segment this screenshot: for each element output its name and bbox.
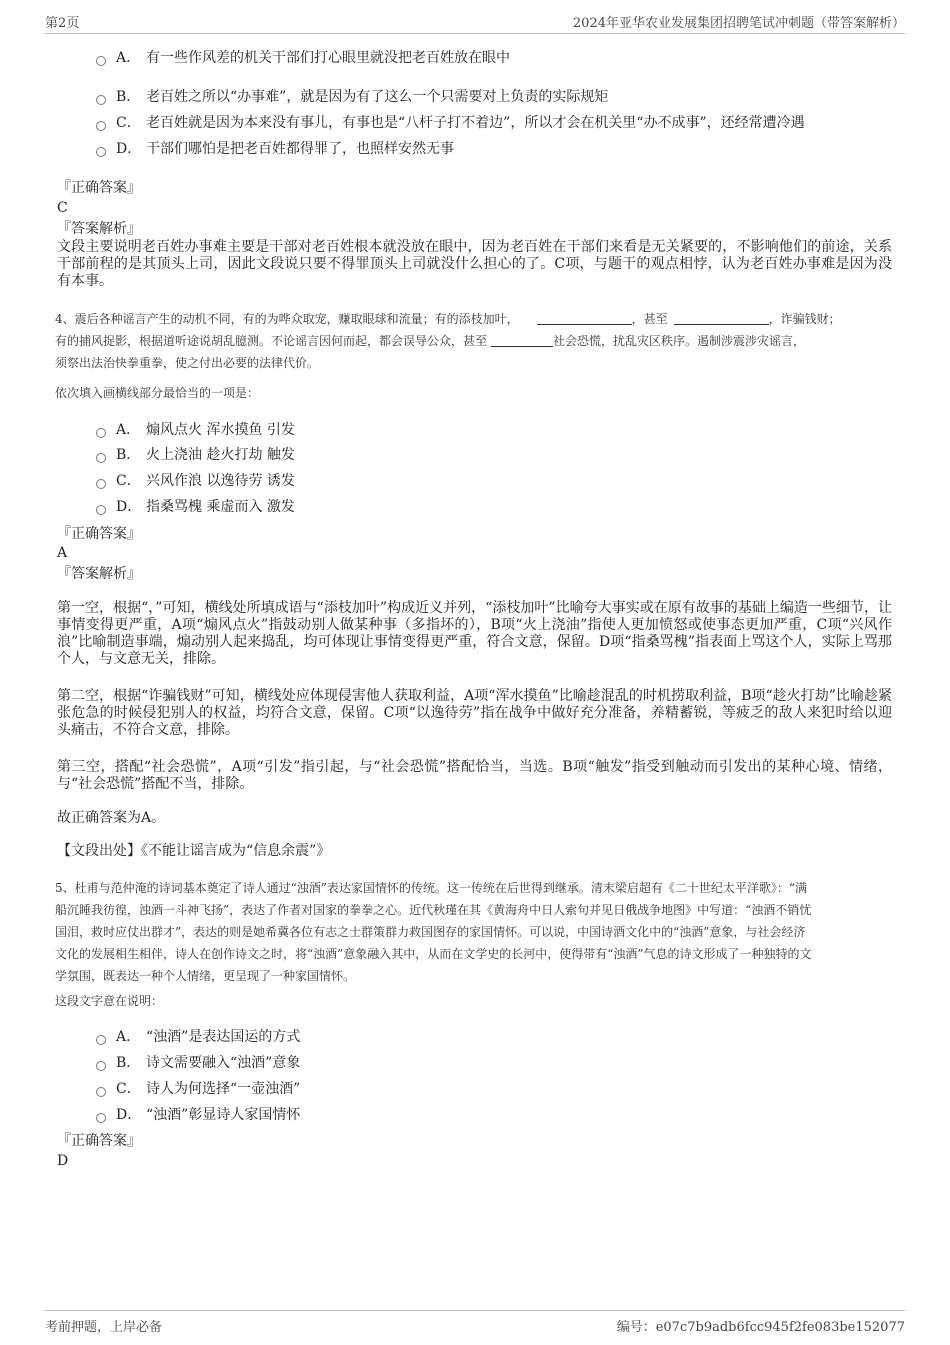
q3-answer-heading: 『正确答案』 bbox=[57, 180, 141, 196]
blank-3 bbox=[491, 334, 553, 347]
radio-icon[interactable] bbox=[96, 453, 106, 463]
q5-stem: 5、杜甫与范仲淹的诗词基本奠定了诗人通过“浊酒”表达家国情怀的传统。这一传统在后世得到继承。清末梁启超有《二十世纪太平洋歌》：“满 船沉睡我彷徨，浊酒一斗神飞扬”，表达了作者对国家的拳拳之心。近代秋瑾在其《黄海舟中日人索句并见日俄战争地图》中写道：“浊酒不销忧 国泪，救时应仗出群才”，表达的则是她希冀各位有志之士群策群力救国图存的家国情怀。可以说，中国诗酒文化中的“浊酒”意象，与社会经济 文化的发展相生相伴，诗人在创作诗文之时，将“浊酒”意象融入其中，从而在文学史的长河中，使得带有“浊酒”气息的诗文形成了一种独特的文 学氛围，既表达一种个人情绪，更呈现了一种家国情怀。 bbox=[55, 881, 812, 983]
blank-2 bbox=[674, 312, 769, 325]
q4-conclusion: 故正确答案为A。 bbox=[57, 810, 166, 826]
radio-icon[interactable] bbox=[96, 147, 106, 157]
radio-icon[interactable] bbox=[96, 428, 106, 438]
q5-answer: D bbox=[57, 1153, 69, 1169]
q5-option-d[interactable]: D． “浊酒”彰显诗人家国情怀 bbox=[96, 1106, 300, 1124]
footer-slogan: 考前押题，上岸必备 bbox=[45, 1320, 163, 1335]
radio-icon[interactable] bbox=[96, 479, 106, 489]
document-id: 编号：e07c7b9adb6fcc945f2fe083be152077 bbox=[616, 1320, 905, 1335]
footer-divider bbox=[45, 1310, 905, 1311]
page-footer bbox=[45, 1316, 905, 1336]
header-divider bbox=[45, 33, 905, 34]
radio-icon[interactable] bbox=[96, 121, 106, 131]
q4-option-b[interactable]: B． 火上浇油 趁火打劫 触发 bbox=[96, 446, 295, 464]
document-title: 2024年亚华农业发展集团招聘笔试冲刺题（带答案解析） bbox=[572, 16, 905, 31]
radio-icon[interactable] bbox=[96, 56, 106, 66]
q5-option-b[interactable]: B． 诗文需要融入“浊酒”意象 bbox=[96, 1054, 300, 1072]
q4-answer: A bbox=[57, 545, 68, 561]
q5-option-c[interactable]: C． 诗人为何选择“一壶浊酒” bbox=[96, 1080, 300, 1098]
page-number: 第2页 bbox=[45, 16, 80, 31]
page-header bbox=[45, 12, 905, 32]
radio-icon[interactable] bbox=[96, 1061, 106, 1071]
q5-prompt: 这段文字意在说明： bbox=[55, 994, 164, 1008]
q4-analysis-2: 第二空，根据“诈骗钱财”可知，横线处应体现侵害他人获取利益，A项“浑水摸鱼”比喻趁混乱的时机捞取利益，B项“趁火打劫”比喻趁紧张危急的时候侵犯别人的权益，均符合文意，保留。C项“以逸待劳”指在战争中做好充分准备，养精蓄锐，等疲乏的敌人来犯时给以迎头痛击，不符合文意，排除。 bbox=[57, 688, 892, 738]
q4-analysis-3: 第三空，搭配“社会恐慌”，A项“引发”指引起，与“社会恐慌”搭配恰当，当选。B项“触发”指受到触动而引发出的某种心境、情绪，与“社会恐慌”搭配不当，排除。 bbox=[57, 759, 892, 792]
q4-option-a[interactable]: A． 煽风点火 浑水摸鱼 引发 bbox=[96, 421, 295, 439]
q4-prompt: 依次填入画横线部分最恰当的一项是： bbox=[55, 386, 260, 400]
blank-1 bbox=[537, 312, 632, 325]
q4-answer-heading: 『正确答案』 bbox=[57, 526, 141, 542]
q4-analysis-heading: 『答案解析』 bbox=[57, 566, 141, 582]
q3-option-a[interactable]: A． 有一些作风差的机关干部们打心眼里就没把老百姓放在眼中 bbox=[96, 49, 510, 67]
q3-analysis: 文段主要说明老百姓办事难主要是干部对老百姓根本就没放在眼中，因为老百姓在干部们来看是无关紧要的，不影响他们的前途，关系干部前程的是其顶头上司，因此文段说只要不得罪顶头上司就没什么担心的了。C项，与题干的观点相悖，认为老百姓办事难是因为没有本事。 bbox=[57, 239, 892, 289]
q5-option-a[interactable]: A． “浊酒”是表达国运的方式 bbox=[96, 1028, 300, 1046]
q4-source: 【文段出处】《不能让谣言成为“信息余震”》 bbox=[57, 843, 331, 859]
q3-option-d[interactable]: D． 干部们哪怕是把老百姓都得罪了，也照样安然无事 bbox=[96, 140, 454, 158]
q3-option-c[interactable]: C． 老百姓就是因为本来没有事儿，有事也是“八杆子打不着边”，所以才会在机关里“办不成事”，还经常遭冷遇 bbox=[96, 114, 805, 132]
q4-option-d[interactable]: D． 指桑骂槐 乘虚而入 激发 bbox=[96, 498, 295, 516]
q3-analysis-heading: 『答案解析』 bbox=[57, 221, 141, 237]
q4-stem: 4、震后各种谣言产生的动机不同，有的为哗众取宠，赚取眼球和流量；有的添枝加叶， ，甚至 ，诈骗钱财； 有的捕风捉影，根据道听途说胡乱臆测。不论谣言因何而起，都会误导公众，甚至 社会恐慌，扰乱灾区秩序。遏制涉震涉灾谣言， 须祭出法治快拳重拳，使之付出必要的法律代价。 bbox=[55, 312, 841, 370]
q5-answer-heading: 『正确答案』 bbox=[57, 1133, 141, 1149]
q3-answer: C bbox=[57, 200, 68, 216]
radio-icon[interactable] bbox=[96, 505, 106, 515]
q3-option-b[interactable]: B． 老百姓之所以“办事难”，就是因为有了这么一个只需要对上负责的实际规矩 bbox=[96, 88, 608, 106]
radio-icon[interactable] bbox=[96, 1113, 106, 1123]
radio-icon[interactable] bbox=[96, 1035, 106, 1045]
q4-option-c[interactable]: C． 兴风作浪 以逸待劳 诱发 bbox=[96, 472, 295, 490]
q4-analysis-1: 第一空，根据“，”可知，横线处所填成语与“添枝加叶”构成近义并列，“添枝加叶”比喻夸大事实或在原有故事的基础上编造一些细节，让事情变得更严重，A项“煽风点火”指鼓动别人做某种事（多指坏的），B项“火上浇油”指使人更加愤怒或使事态更加严重，C项“兴风作浪”比喻制造事端，煽动别人起来捣乱，均可体现让事情变得更严重，符合文意，保留。D项“指桑骂槐”指表面上骂这个人，实际上骂那个人，与文意无关，排除。 bbox=[57, 600, 892, 667]
radio-icon[interactable] bbox=[96, 1087, 106, 1097]
radio-icon[interactable] bbox=[96, 95, 106, 105]
